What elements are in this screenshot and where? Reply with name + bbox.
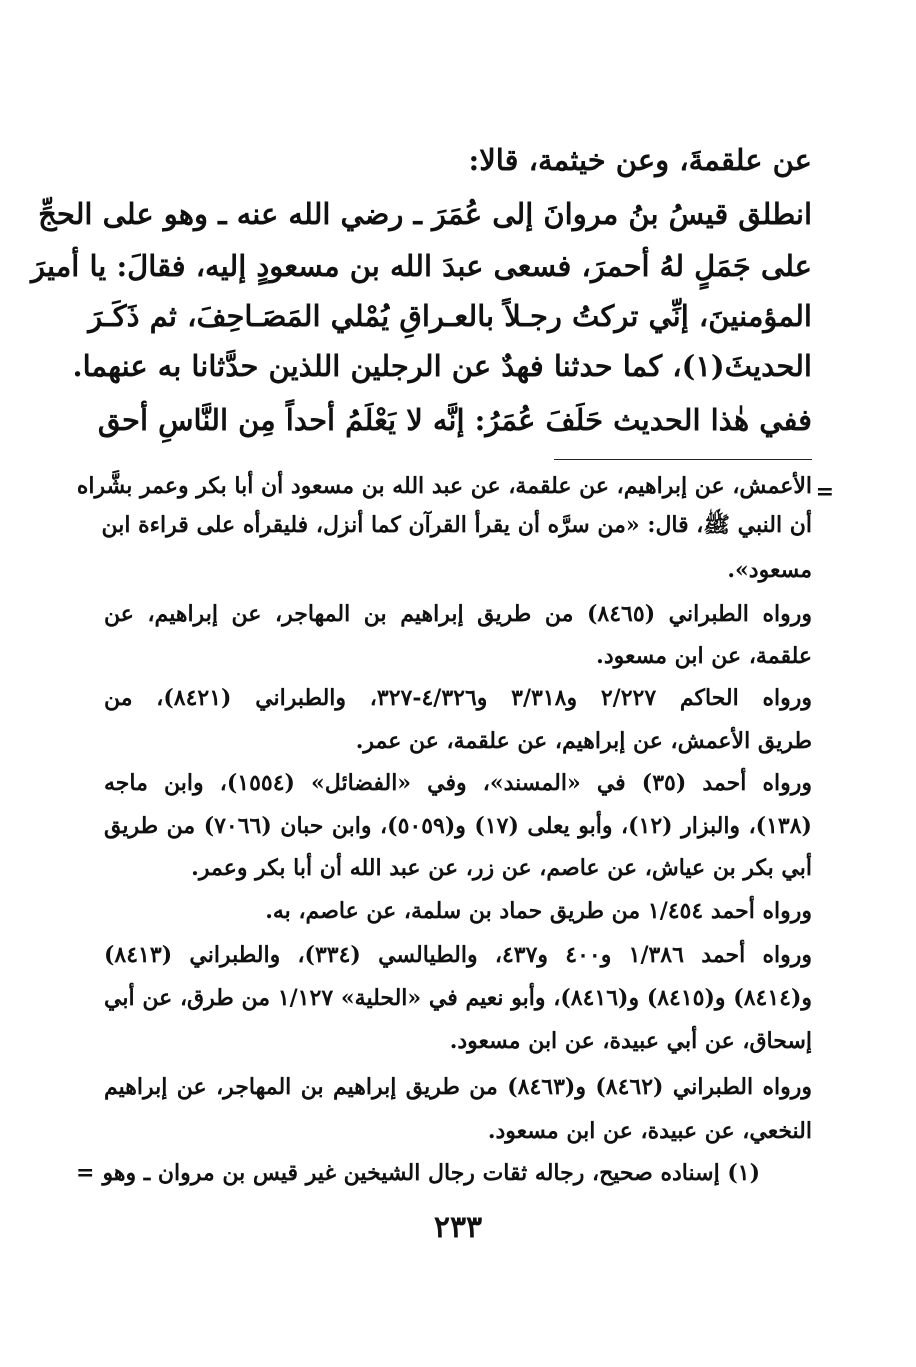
footnote-line: ورواه الطبراني (٨٤٦٥) من طريق إبراهيم بن المهاجر، عن إبراهيم، عن — [104, 601, 812, 627]
main-text-line: عن علقمةَ، وعن خيثمة، قالا: — [468, 143, 812, 177]
footnote-line: علقمة، عن ابن مسعود. — [596, 643, 812, 669]
footnote-line: طريق الأعمش، عن إبراهيم، عن علقمة، عن عمر. — [355, 728, 812, 754]
continuation-marker: = — [76, 1160, 95, 1186]
footnote-line: ورواه أحمد ١/٤٥٤ من طريق حماد بن سلمة، عن عاصم، به. — [265, 898, 812, 924]
footnote-line: أبي بكر بن عياش، عن عاصم، عن زر، عن عبد الله أن أبا بكر وعمر. — [191, 855, 812, 881]
footnote-line: الأعمش، عن إبراهيم، عن علقمة، عن عبد الله بن مسعود أن أبا بكر وعمر بشَّراه — [76, 473, 812, 499]
footnote-line: ورواه أحمد ١/٣٨٦ و٤٠٠ و٤٣٧، والطيالسي (٣٣٤)، والطبراني (٨٤١٣) — [104, 942, 812, 968]
main-text-line: على جَمَلٍ لهُ أحمرَ، فسعى عبدَ الله بن مسعودٍ إليه، فقالَ: يا أميرَ — [31, 249, 812, 283]
footnote-line: أن النبي ﷺ، قال: «من سرَّه أن يقرأ القرآن كما أنزل، فليقرأه على قراءة ابن — [101, 512, 812, 538]
footnote-line: ورواه الحاكم ٢/٢٢٧ و٣/٣١٨ و٤/٣٢٦-٣٢٧، والطبراني (٨٤٢١)، من — [104, 685, 812, 711]
footnote-line: و(٨٤١٤) و(٨٤١٥) و(٨٤١٦)، وأبو نعيم في «الحلية» ١/١٢٧ من طرق، عن أبي — [104, 985, 813, 1011]
footnote-line: ورواه أحمد (٣٥) في «المسند»، وفي «الفضائل» (١٥٥٤)، وابن ماجه — [104, 770, 812, 796]
continuation-marker: = — [815, 479, 834, 505]
footnote-line: (١٣٨)، والبزار (١٢)، وأبو يعلى (١٧) و(٥٠٥٩)، وابن حبان (٧٠٦٦) من طريق — [104, 813, 812, 839]
main-text-line: المؤمنينَ، إنِّي تركتُ رجـلاً بالعـراقِ يُمْلي المَصَـاحِفَ، ثم ذَكَـرَ — [88, 299, 812, 333]
page-number: ٢٣٣ — [433, 1210, 483, 1245]
footnote-1: (١) إسناده صحيح، رجاله ثقات رجال الشيخين غير قيس بن مروان ـ وهو — [102, 1160, 760, 1186]
footnote-line: مسعود». — [727, 557, 812, 583]
footnote-divider — [554, 459, 812, 460]
main-text-line: ففي هٰذا الحديث حَلَفَ عُمَرُ: إنَّه لا يَعْلَمُ أحداً مِن النَّاسِ أحق — [97, 403, 812, 437]
footnote-line: ورواه الطبراني (٨٤٦٢) و(٨٤٦٣) من طريق إبراهيم بن المهاجر، عن إبراهيم — [104, 1074, 813, 1100]
main-text-line: انطلق قيسُ بنُ مروانَ إلى عُمَرَ ـ رضي الله عنه ـ وهو على الحجِّ — [38, 197, 812, 231]
main-text-line: الحديثَ(١)، كما حدثنا فهدٌ عن الرجلين اللذين حدَّثانا به عنهما. — [72, 349, 812, 383]
footnote-line: إسحاق، عن أبي عبيدة، عن ابن مسعود. — [449, 1028, 812, 1054]
footnote-line: النخعي، عن عبيدة، عن ابن مسعود. — [487, 1118, 812, 1144]
